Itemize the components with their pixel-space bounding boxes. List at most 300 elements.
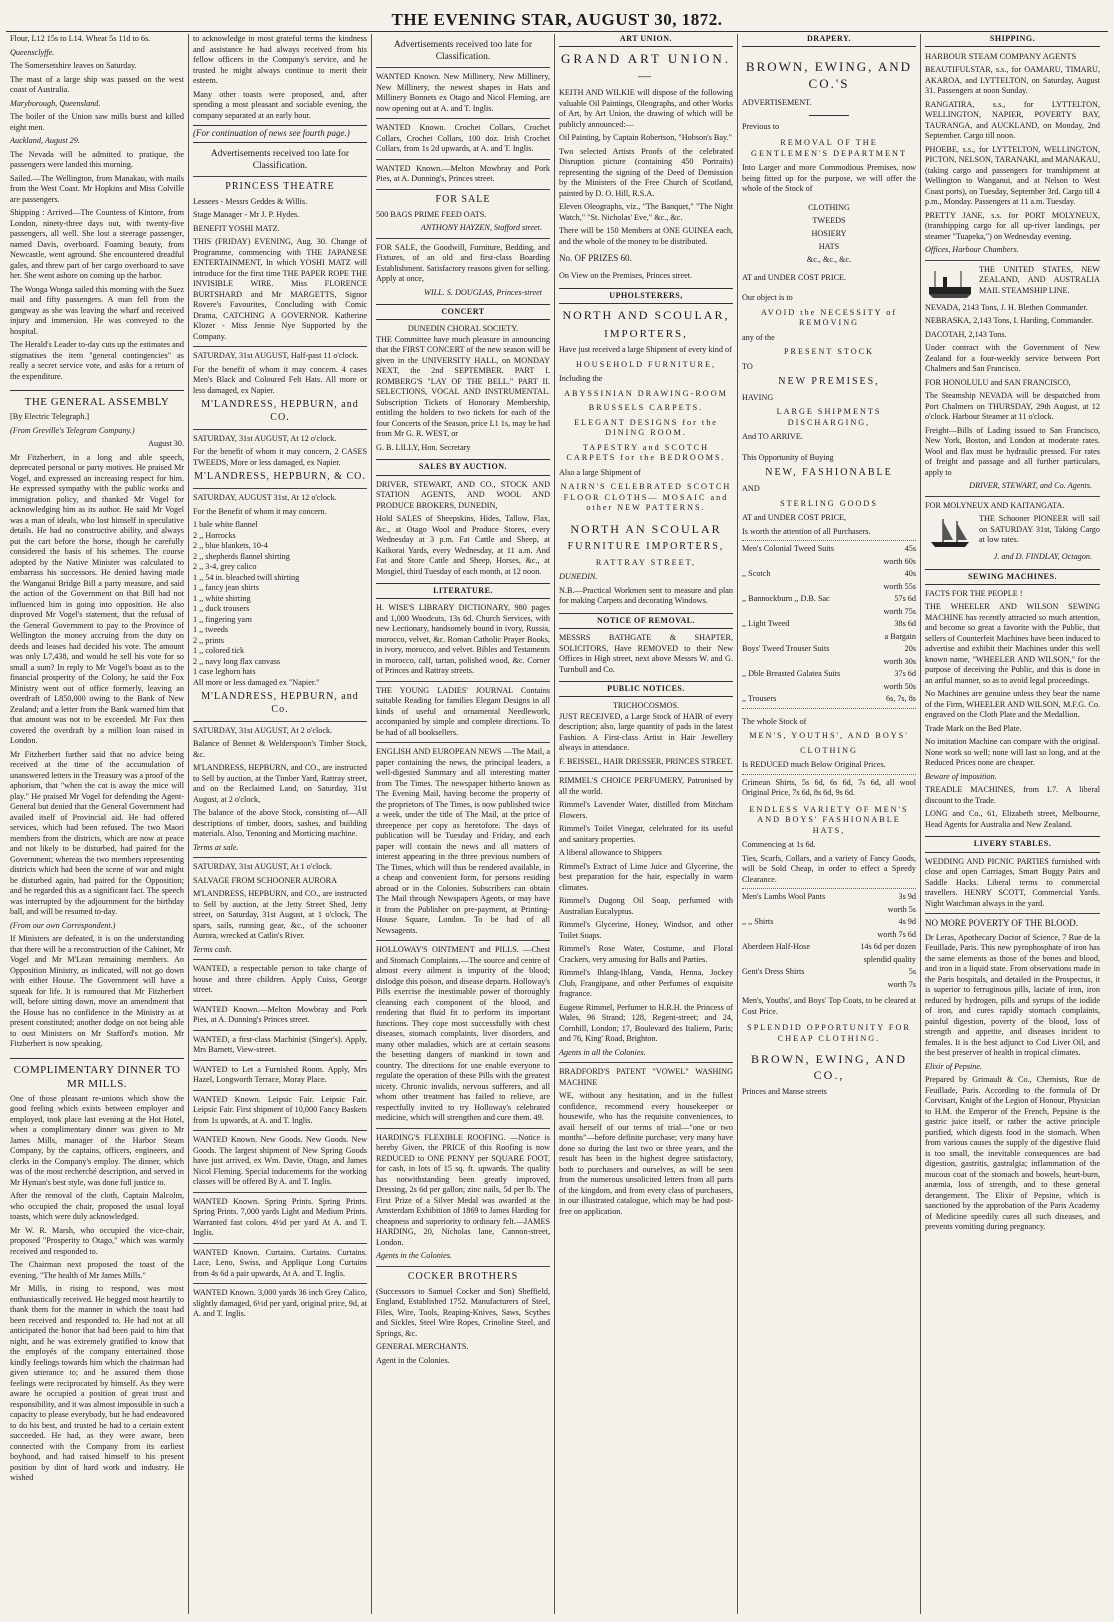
whole-stock: The whole Stock of — [742, 716, 807, 726]
price-value: 5s — [908, 967, 916, 977]
price-item: ,, Trousers — [742, 694, 777, 704]
prizes: No. OF PRIZES 60. — [559, 253, 632, 264]
auction-ad — [193, 429, 367, 484]
harbour-title: HARBOUR STEAM COMPANY AGENTS — [925, 51, 1077, 62]
wanted-ad — [193, 1283, 367, 1320]
wanted-text: WANTED Known. New Millinery, New Millinery, New Millinery, the newest shapes in Hats and Millinery Bonnets ex Otago and Nicol Fleming, are now opening out at A. and T. Inglis. — [376, 72, 550, 113]
cocker-ad — [376, 1266, 550, 1366]
trademark: Trade Mark on the Bed Plate. — [925, 723, 1022, 733]
divider — [742, 708, 916, 709]
sale-date: SATURDAY, 31st AUGUST, Half-past 11 o'clock. — [193, 351, 359, 361]
price-worth: a Bargain — [884, 631, 916, 641]
section-header: LIVERY STABLES. — [925, 836, 1100, 852]
choral-body: THE Committee have much pleasure in announcing that the FIRST CONCERT of the new season will be given in the UNIVERSITY HALL, on MONDAY NEXT, the 2nd SEPTEMBER. PART I. ROMBERG'S "LAY OF THE BELL." PART II. SELECTIONS, VOCAL AND INSTRUMENTAL. Subscription Tickets of Honorary Membership, entitling the holders to two tickets for each of the four Concerts of the Season, price L1 1s, may be had from Mr G. R. WEST, or — [376, 334, 550, 439]
signature: J. and D. FINDLAY, Octagon. — [993, 552, 1092, 562]
grimault-text: Prepared by Grimault & Co., Chemists, Rue de Feuillade, Paris. According to the formula of Dr Corvisart, Knight of the Legion of Honour, Physician to H.M. the Emperor of the French, Pepsine is the gastric juice itself, or rather the active principle purified, which digests food in the stomach. When from various causes the supply of the digestive fluid is too small, the inevitable consequences are bad digestion, gastritis, gastralgia; inflammation of the mucous coat of the stomach and bowels, heart-burn, anæmia, loss of strength, and to these general derangement. The Elixir of Pepsine, which is sanctioned by the approbation of the Paris Academy of Medicine speedily cures all such diseases, and prevents vomiting during pregnancy. — [925, 1075, 1100, 1232]
ad-header: Advertisements received too late for Classification. — [393, 40, 533, 63]
tricho-body: JUST RECEIVED, a Large Stock of HAIR of every description; also, large quantity of pads in the latest Fashion. A First-class Artist in Hair Jewellery always in attendance. — [559, 711, 733, 753]
price-value: 38s 6d — [894, 619, 916, 629]
price-item: Men's Lambs Wool Pants — [742, 892, 826, 902]
price-row — [742, 594, 916, 605]
article-paragraph: After the removal of the cloth, Captain Malcolm, who occupied the chair, proposed the usual loyal toasts, which were duly acknowledged. — [10, 1191, 184, 1222]
sale-body: For the benefit of whom it may concern, 2 CASES TWEEDS, More or less damaged, ex Napier. — [193, 447, 367, 467]
poverty-title: NO MORE POVERTY OF THE BLOOD. — [925, 918, 1078, 929]
object: Our object is to — [742, 293, 793, 303]
any-of: any of the — [742, 332, 775, 342]
terms: Terms cash. — [193, 944, 232, 954]
wanted-text: WANTED Known. 3,000 yards 36 inch Grey Calico, slightly damaged, 6½d per yard, original price, 9d, at A. and T. Inglis. — [193, 1288, 367, 1319]
signature: G. B. LILLY, Hon. Secretary — [376, 442, 471, 452]
furniture-importers: FURNITURE IMPORTERS, — [567, 541, 725, 553]
flour-price: Flour, L12 15s to L14. Wheat 5s 11d to 6s. — [10, 34, 151, 43]
stock-item: TWEEDS — [812, 216, 846, 226]
sale-note: All more or less damaged ex "Napier." — [193, 677, 320, 687]
article-paragraph: to acknowledge in most grateful terms the kindness and assistance he had always received from his fellow officers in the Company's service, and he trusted he might always continue to merit their esteem. — [193, 34, 367, 85]
signature: ANTHONY HAYZEN, Stafford street. — [420, 223, 542, 233]
splendid: SPLENDID OPPORTUNITY FOR CHEAP CLOTHING. — [747, 1023, 911, 1043]
brussels: BRUSSELS CARPETS. — [588, 403, 704, 413]
news-item: The Somersetshire leaves on Saturday. — [10, 61, 137, 70]
eleven-text: Eleven Oleographs, viz., "The Banquet," "The Night Watch," "St. Nicholas' Eve," &c., &c. — [559, 202, 733, 222]
wanted-ad — [193, 1090, 367, 1127]
wanted-ad — [193, 1192, 367, 1239]
section-header: SEWING MACHINES. — [925, 569, 1100, 585]
firm-name: M'LANDRESS, HEPBURN, & CO. — [194, 471, 366, 483]
rimmel-ad — [559, 771, 733, 1058]
price-row — [742, 967, 916, 978]
wise-ad: H. WISE'S LIBRARY DICTIONARY, 980 pages and 1,000 Woodcuts, 13s 6d. Church Services, with new Lectionary, handsomely bound in ivory, Russia, morocco, velvet, &c. Roman Catholic Prayer Books, in ivory, morocco, and velvet. Bibles and Testaments in morocco, calf, tartan, polished wood, &c. Corner of Princes and Rattray streets. — [376, 603, 550, 676]
sale-detail: The balance of the above Stock, consisting of—All descriptions of timber, doors, sashes, and building materials. Also, Tenoning and Morticing machine. — [193, 808, 367, 839]
sale-body: M'LANDRESS, HEPBURN, and CO., are instructed to Sell by auction, at the Timber Yard, Rattray street, and on the Reclaimed Land, on Saturday, 31st August, at 2 o'clock, — [193, 763, 367, 804]
and: AND — [742, 484, 760, 494]
price-value: 45s — [904, 544, 916, 554]
article-paragraph: The Chairman next proposed the toast of the evening, "The health of Mr James Mills." — [10, 1260, 184, 1280]
sale-body: M'LANDRESS, HEPBURN, and CO., are instructed to Sell by auction, at the Jetty Street Shed, Jetty street, on Saturday, 31st August, at 1 o'clock, The spars, sails, running gear, &c., of the schooner Aurora, wrecked at Catlin's River. — [193, 889, 367, 941]
large-ship: LARGE SHIPMENTS DISCHARGING, — [776, 407, 882, 427]
youths: Men's, Youths', and Boys' Top Coats, to be cleared at Cost Price. — [742, 996, 916, 1016]
wanted-ad — [193, 1130, 367, 1188]
princes: Princes and Manse streets — [742, 1086, 827, 1096]
signature: DRIVER, STEWART, and Co. Agents. — [969, 481, 1092, 491]
at-under-2: AT and UNDER COST PRICE, — [742, 513, 847, 523]
endless: ENDLESS VARIETY OF MEN'S AND BOYS' FASHIONABLE HATS, — [749, 804, 909, 835]
masthead: THE EVENING STAR, AUGUST 30, 1872. — [6, 8, 1108, 32]
source-line: (From Greville's Telegram Company.) — [10, 425, 135, 435]
news-item: The mast of a large ship was passed on the west coast of Australia. — [10, 74, 184, 94]
wanted-text: WANTED Known. Crochet Collars, Crochet Collars, Crochet Collars, 100 doz. Irish Crochet Collars, from 1s 2d upwards, at A. and T. Inglis. — [376, 123, 550, 154]
sale-body: For the Benefit of whom it may concern. — [193, 506, 327, 516]
wanted-text: WANTED Known. Spring Prints. Spring Prints. Spring Prints. 7,000 yards Light and Medium Prints. Warranted fast colors. 4½d per yard At A. and T. Inglis. — [193, 1196, 367, 1238]
theatre-benefit: BENEFIT YOSHI MATZ. — [193, 223, 280, 233]
theatre-body: THIS (FRIDAY) EVENING, Aug. 30. Change of Programme, commencing with THE JAPANESE ENTERTAINMENT, In which YOSHI MATZ will introduce for the first time THE PAPER ROPE THE INVISIBLE WIRE. Miss FLORENCE BURTSHARD and Mr MARGETTS, Signor Rovere's Favourites, Concluding with Comic Drama, CATCHING A GOVERNOR. Katherine Klozer - Miss Jennie Nye Supported by the Company. — [193, 237, 367, 341]
stock-item: HATS — [818, 242, 840, 252]
price-row — [742, 619, 916, 630]
rimmel-item: Rimmel's Rose Water, Costume, and Floral Crackers, very amusing for Balls and Parties. — [559, 944, 733, 964]
price-row — [742, 942, 916, 953]
and-to-arrive: And TO ARRIVE. — [742, 432, 803, 442]
poverty-body: Dr Leras, Apothecary Doctor of Science, 7 Rue de la Feuillade, Paris. This new pyrophosphate of iron has the same elements as those of the bones and blood, and iron in a liquid state. From observations made in the Paris hospitals, and detailed in the Prospectus, it is superior to ferruginous pills, lactate of iron, iron reduced by hydrogen, pills and syrups of the iodide of iron, and cures rapidly stomach complaints, painful digestion, poverty of the blood, loss of strength and appetite, and diseases incident to females. It is the best adjunct to Cod Liver Oil, and the best preserver of health in tropical climates. — [925, 932, 1100, 1058]
list-item: 2 ,, Horrocks — [193, 530, 236, 540]
english-text: ENGLISH AND EUROPEAN NEWS —The Mail, a paper containing the news, the principal leaders, a well-digested Summary and all interesting matter from The Times. The newspaper hitherto known as The Evening Mail, having become the property of the proprietors of The Times, is now published twice a week, under the title of The Mail, at the price of threepence per copy as heretofore. The days of publication will be Tuesday and Friday, and each paper will contain the news and all matters of interest appearing in the three previous numbers of The Times, which will thus be rendered available, in a cheap and convenient form, for persons residing abroad or in the Colonies. Subscribers can obtain The Mail through Newspapers Agents, or may have it from the Publisher on pre-payment, at Printing-House Square, London. To be had of all Newsagents. — [376, 747, 550, 935]
honolulu: FOR HONOLULU and SAN FRANCISCO, — [925, 377, 1071, 387]
news-item: The Wonga Wonga sailed this morning with the Suez mail and fifty passengers. A man fell from the gangway as she was leaving the wharf and received injury and immersion. He was conveyed to the hospital. — [10, 284, 184, 336]
price-item: ,, Scotch — [742, 569, 771, 579]
wanted-ad — [193, 1060, 367, 1086]
price-worth: worth 30s — [883, 656, 916, 666]
price-row — [742, 644, 916, 655]
theatre-manager: Stage Manager - Mr J. P. Hydes. — [193, 210, 300, 220]
divider — [742, 540, 916, 541]
article-paragraph: Many other toasts were proposed, and, after spending a most pleasant and sociable evening, the company separated at an early hour. — [193, 89, 367, 120]
continuation-note: (For continuation of news see fourth page.) — [193, 125, 367, 143]
article-paragraph: Mr Fitzherbert, in a long and able speech, deprecated personal or party motives. He praised Mr Vogel, and expressed an increasing respect for him. He expressed sympathy with the public works and immigration policy, and thanked Mr Vogel for acknowledging him as its author. He said Mr Vogel was a man of ideals, who lost himself in speculative details. He had no constructive ability, and always put the cart before the horse, though he carefully considered the basis of his schemes. The course adopted by the Native Minister was calculated to embarrass his successors. He denied having made the Wanganui Bridge Bill a party measure, and said the action of the Government on that Bill had not influenced him in going into opposition. He also disproved Mr Vogel's statement, that the refusal of the General Government to pay to the Province of Wellington the money accruing from the duty on deeds and leases had decided his vote. The amount was only L7,438, and would he sell his vote for so small a sum? In reply to Mr Vogel's boast as to the financial prosperity of the Colony, he said the Fox Ministry went out of office formerly, leaving an overdraft of L850,000 owing to the Bank of New Zealand; and a letter from the Bank warned him that that amount was not to be exceeded. Mr Fox then covered the overdraft by a million loan raised in London. — [10, 452, 184, 746]
dunedin: DUNEDIN. — [559, 572, 598, 582]
price-list — [742, 544, 916, 705]
bradford-title: BRADFORD'S PATENT "VOWEL" WASHING MACHINE — [559, 1067, 733, 1087]
rimmel-item: A liberal allowance to Shippers — [559, 848, 662, 858]
ad-header: Advertisements received too late for Classification. — [210, 148, 350, 171]
rimmel-address: Eugene Rimmel, Perfumer to H.R.H. the Princess of Wales, 96 Strand; 128, Regent-street; and 24, Cornhill, London; 17, Boulevard des Italiens, Paris; and 76, King' Road, Brighton. — [559, 1002, 733, 1044]
nairn: NAIRN'S CELEBRATED SCOTCH FLOOR CLOTHS— MOSAIC and other NEW PATTERNS. — [560, 482, 732, 513]
news-item: Sailed.—The Wellington, from Manakau, with mails from the West Coast. Mr Hopkins and Miss Colville are passengers. — [10, 173, 184, 204]
to: TO — [742, 361, 753, 371]
price-worth: worth 7s — [887, 979, 916, 989]
at-under: AT and UNDER COST PRICE. — [742, 272, 847, 282]
sterling: STERLING GOODS — [780, 498, 878, 508]
column-2 — [189, 34, 372, 1614]
price-item: ,, ,, Shirts — [742, 917, 774, 927]
cocker-body: (Successors to Samuel Cocker and Son) Sheffield, England, Established 1752. Manufacturers of Steel, Files, Wire, Tools, Reaping-Knives, Saws, Scythes and Sickles, Steel Wire Ropes, Crinoline Steel, and Springs, &c. — [376, 1286, 550, 1338]
list-item: 1 ,, colored tick — [193, 646, 245, 656]
agents: Agents in all the Colonies. — [559, 1047, 646, 1057]
keith-text: KEITH AND WILKIE will dispose of the following valuable Oil Paintings, Oleographs, and other Works of Art, by Art Union, the drawing of which will be publicly announced:— — [559, 88, 733, 129]
stock-item: CLOTHING — [808, 202, 850, 212]
section-title: COMPLIMENTARY DINNER TO MR MILLS. — [10, 1058, 184, 1091]
auction-ad — [193, 721, 367, 854]
price-item: Boys' Tweed Trouser Suits — [742, 644, 830, 654]
avoid: AVOID the NECESSITY of REMOVING — [760, 307, 898, 328]
stock-list — [742, 201, 916, 267]
wanted-ad — [193, 1243, 367, 1280]
source-line: (From our own Correspondent.) — [10, 920, 116, 930]
price-worth: splendid quality — [863, 954, 916, 964]
new-fash: NEW, FASHIONABLE — [765, 467, 893, 479]
ties: Ties, Scarfs, Collars, and a variety of Fancy Goods, will be Sold Cheap, in order to effect a Speedy Clearance. — [742, 853, 916, 884]
section-header: SHIPPING. — [925, 34, 1100, 47]
treadle: TREADLE MACHINES, from L7. A liberal discount to the Trade. — [925, 785, 1100, 805]
list-item: 1 ,, white shirting — [193, 593, 251, 603]
sale-date: SATURDAY, 31st AUGUST, At 2 o'clock. — [193, 725, 333, 735]
price-item: Aberdeen Half-Hose — [742, 942, 810, 952]
price-item: Men's Colonial Tweed Suits — [742, 544, 834, 554]
section-header: CONCERT — [376, 304, 550, 320]
clothing: CLOTHING — [800, 745, 858, 755]
steamship-icon — [925, 267, 975, 301]
price-value: 4s 9d — [898, 917, 916, 927]
cocker-foot2: Agent in the Colonies. — [376, 1355, 450, 1365]
tricho-title: TRICHOCOSMOS. — [612, 701, 680, 711]
bradford-ad — [559, 1062, 733, 1217]
section-subtitle: [By Electric Telegraph.] — [10, 412, 90, 422]
facts: FACTS FOR THE PEOPLE ! — [925, 588, 1023, 598]
members-text: There will be 150 Members at ONE GUINEA each, and the whole of the money to be distributed. — [559, 226, 733, 246]
for-sale-ad — [376, 238, 550, 299]
list-item: 2 ,, navy long flax canvass — [193, 656, 281, 666]
news-item: Shipping : Arrived—The Countess of Kintore, from London, ninety-three days out, with twenty-five passengers, all well. She lost a steerage passenger, named Davis, overboard. Foaming beauty, from Newcastle, went aground. She encountered dreadful gales, and threw part of her cargo overboard to save her. She went ashore on coming up the harbor. — [10, 208, 184, 280]
agents: Agents in the Colonies. — [376, 1251, 452, 1261]
for-sale-body: FOR SALE, the Goodwill, Furniture, Bedding, and Fixtures, of an old and first-class Boarding Establishment. Satisfactory reasons given for selling. Apply at once, — [376, 242, 550, 284]
ship-notice: RANGATIRA, s.s., for LYTTELTON, WELLINGTON, NAPIER, POVERTY BAY, TAURANGA, and AUCKLAND, on Monday, 2nd September. Cargo till noon. — [925, 99, 1100, 141]
wanted-text: WANTED Known. Leipsic Fair. Leipsic Fair. Leipsic Fair. First shipment of 10,000 Fancy Baskets from 1s upwards, at A. and T. Inglis. — [193, 1094, 367, 1125]
present-stock: PRESENT STOCK — [783, 347, 875, 357]
list-item: 1 ,, tweeds — [193, 625, 229, 635]
wanted-text: WANTED, a first-class Machinist (Singer's). Apply, Mrs Barnett, View-street. — [193, 1034, 367, 1055]
price-value: 40s — [904, 569, 916, 579]
long-co: LONG and Co., 61, Elizabeth street, Melbourne, Head Agents for Australia and New Zealand. — [925, 809, 1100, 829]
price-value: 20s — [904, 644, 916, 654]
holloway-ad — [376, 940, 550, 1124]
also: Also a large Shipment of — [559, 467, 641, 477]
new-premises: NEW PREMISES, — [778, 376, 880, 388]
sale-body: For the benefit of whom it may concern. 4 cases Men's Black and Coloured Felt Hats. All more or less damaged, ex Napier. — [193, 364, 367, 395]
wanted-ad — [193, 1030, 367, 1056]
nb-text: N.B.—Practical Workmen sent to measure and plan for making Carpets and decorating Windows. — [559, 585, 733, 606]
ladies-ad — [376, 681, 550, 739]
wheeler-text: THE WHEELER AND WILSON SEWING MACHINE has recently attracted so much attention, and become so great a favorite with the Public, that sellers of Counterfeit Machines have been induced to advertise and exhibit their Machines under this well known name, "WHEELER AND WILSON," for the purpose of deceiving the Public, and this is done in an artful manner, so as to avoid legal proceedings. — [925, 602, 1100, 685]
firm-name: M'LANDRESS, HEPBURN, and CO. — [201, 399, 359, 423]
price-value: 14s 6d per dozen — [860, 942, 916, 952]
mail-line-ad — [925, 260, 1100, 492]
ladies-text: THE YOUNG LADIES' JOURNAL Contains suitable Reading for families Elegant Designs in all kinds of useful and ornamental Needlework, accompanied by simple and complete directions. To be had of all booksellers. — [376, 685, 550, 737]
dateline: Queensclyffe. — [10, 47, 55, 57]
price-row — [742, 917, 916, 928]
contract-text: Under contract with the Government of New Zealand for a four-weekly service between Port Chalmers and San Francisco. — [925, 343, 1100, 374]
salvage-title: SALVAGE FROM SCHOONER AURORA — [193, 875, 337, 885]
wanted-ad — [193, 959, 367, 996]
divider — [742, 888, 916, 889]
column-5 — [738, 34, 921, 1614]
price-row — [742, 892, 916, 903]
crimean: Crimean Shirts, 5s 6d, 6s 6d, 7s 6d, all wool Original Price, 7s 6d, 8s 6d, 9s 6d. — [742, 777, 916, 798]
cocker-foot: GENERAL MERCHANTS. — [376, 1342, 469, 1352]
list-item: 2 ,, shepherds flannel shirting — [193, 551, 290, 561]
terms: Terms at sale. — [193, 842, 239, 852]
molyneux-ad — [925, 496, 1100, 563]
sale-date: SATURDAY, 31st AUGUST, At 12 o'clock. — [193, 433, 337, 443]
firm-name: M'LANDRESS, HEPBURN, and Co. — [201, 691, 359, 715]
for-sale-ad — [376, 189, 550, 234]
ship-notice: BEAUTIFULSTAR, s.s., for OAMARU, TIMARU, AKAROA, and LYTTELTON, on Saturday, August 31. Passengers at noon Sunday. — [925, 65, 1100, 96]
rattray: RATTRAY STREET, — [595, 557, 697, 567]
price-worth: worth 55s — [883, 581, 916, 591]
abyssinian: ABYSSINIAN DRAWING-ROOM — [564, 388, 728, 398]
commencing: Commencing at 1s 6d. — [742, 840, 816, 850]
offices: Offices, Harbour Chambers. — [925, 245, 1019, 255]
brown-ewing-2: BROWN, EWING, AND CO., — [751, 1052, 907, 1082]
theatre-title: PRINCESS THEATRE — [225, 180, 335, 192]
price-item: ,, Dble Breasted Galatea Suits — [742, 669, 841, 679]
elixir: Elixir of Pepsine. — [925, 1061, 983, 1071]
harding-text: HARDING'S FLEXIBLE ROOFING. —Notice is hereby Given, the PRICE of this Roofing is now REDUCED to ONE PENNY per SQUARE FOOT, for cash, in lots of 15 sq. ft. upwards. The quality has notwithstanding been greatly improved, Dressing, 2s 6d per gallon; zinc nails, 5d per lb. The First Prize of a Silver Medal was awarded at the Amsterdam Exhibition of 1869 to James Harding for cheapness and superiority to ordinary felt.—JAMES HARDING, 20, Nicholas lane, Cannon-street, London. — [376, 1132, 550, 1247]
molyneux-title: FOR MOLYNEUX AND KAITANGATA. — [925, 500, 1065, 510]
removal: REMOVAL OF THE GENTLEMEN'S DEPARTMENT — [751, 138, 907, 158]
signature: WILL. S. DOUGLAS, Princes-street — [424, 287, 542, 297]
price-value: 3s 9d — [898, 892, 916, 902]
beware: Beware of imposition. — [925, 771, 997, 781]
dateline: August 30. — [148, 439, 184, 449]
rimmel-title: RIMMEL'S CHOICE PERFUMERY, Patronised by all the world. — [559, 776, 733, 796]
wanted-text: WANTED Known. New Goods. New Goods. New Goods. The largest shipment of New Spring Goods have just arrived, ex Wm. Davie, Otago, and James Nicol Fleming. Special inducements for the working classes will be offered By A. and T. Inglis. — [193, 1135, 367, 1187]
news-item: The Herald's Leader to-day cuts up the estimates and stigmatises the item "general contingencies" as really a secret service vote, and asks for a return of the expenditure. — [10, 340, 184, 381]
driver-title: DRIVER, STEWART, AND CO., STOCK AND STATION AGENTS, AND WOOL AND PRODUCE BROKERS, DUNEDIN, — [376, 479, 550, 510]
oil-text: Oil Painting, by Captain Robertson, "Hobson's Bay." — [559, 133, 732, 143]
nevada-sail: The Steamship NEVADA will be despatched from Port Chalmers on THURSDAY, 29th August, at 12 o'clock. Harbour Steamer at 11 o'clock. — [925, 391, 1100, 422]
theatre-lessees: Lessees - Messrs Geddes & Willis. — [193, 196, 308, 206]
divider — [742, 774, 916, 775]
column-4 — [555, 34, 738, 1614]
price-row — [742, 569, 916, 580]
grand-art-union: GRAND ART UNION.— — [560, 51, 732, 83]
bradford-body: WE, without any hesitation, and in the fullest confidence, recommend every housekeeper or housewife, who has the requisite conveniences, to avail herself of our terms of trial—"one or two months"—before definite purchase; very many have done so during the last two or three years, and the result has been in the highest degree satisfactory, both to purchasers and ourselves, as will be seen from the numerous unsolicited letters from all parts of the kingdom, and from every class of purchasers, in our illustrated catalogue, which may be had post-free on application. — [559, 1091, 733, 1216]
brown-ewing: BROWN, EWING, AND CO.'S — [745, 59, 913, 91]
list-item: 2 ,, blue blankets, 10-4 — [193, 541, 268, 551]
ship-spec: DACOTAH, 2,143 Tons. — [925, 329, 1007, 339]
article-paragraph: One of those pleasant re-unions which show the good feeling which exists between employer and employed, took place last evening at the Hot Hotel, when a complimentary dinner was given to Mr James Mills, manager of the Harbor Steam Company, by the captains, officers, engineers, and clerks in the Company's employ. The dinner, which was of the most recherché description, and served in Mr Hyman's best style, was done full justice to. — [10, 1093, 184, 1187]
section-header: LITERATURE. — [376, 583, 550, 599]
ship-notice: PRETTY JANE, s.s. for PORT MOLYNEUX, (transhipping cargo for all up-river landings, per steamer "Tuapeka,") on Wednesday evening. — [925, 210, 1100, 241]
schooner-icon — [925, 516, 975, 550]
article-paragraph: Mr Fitzherbert further said that no advice being received at the time of the accumulation of unanswered letters in the Treasury was a proof of the aphorism, that "when the cat is away the mice will play." He praised Mr Vogel for defending the Agent-General but denied that the General Government had availed itself of Provincial aid. He had offered services, which had been refused. The two Maori members from the districts, which are now at peace and not likely to be disturbed, had paired for the Government; whereas the two members representing districts which had been the scene of war and might be disturbed again, had paired for the Opposition; and he regarded this as a significant fact. The speech was interrupted by the adjournment for the birthday ball, and will be resumed to-day. — [10, 749, 184, 917]
wedding-text: WEDDING AND PICNIC PARTIES furnished with close and open Carriages, Smart Buggy Pairs and Saddle Hacks. Liberal terms to commercial travellers. HENRY SCOTT, Commercial Yards. Night Watchman always in the yard. — [925, 856, 1100, 908]
previous: Previous to — [742, 121, 780, 131]
rimmel-item: Rimmel's Extract of Lime Juice and Glycerine, the best preparation for the hair, especially in warm climates. — [559, 861, 733, 892]
no-machines: No Machines are genuine unless they bear the name of the Firm, WHEELER AND WILSON, M.F.G. Co. engraved on the Cloth Plate and the Medallion. — [925, 689, 1100, 720]
price-value: 6s, 7s, 8s — [885, 694, 916, 704]
dateline: Auckland, August 29. — [10, 136, 80, 145]
wanted-ad — [376, 159, 550, 185]
auction-ad — [193, 857, 367, 955]
price-worth: worth 50s — [883, 681, 916, 691]
list-item: 1 ,, duck trousers — [193, 604, 250, 614]
rimmel-item: Rimmel's Lavender Water, distilled from Mitcham Flowers. — [559, 800, 733, 820]
article-paragraph: Mr W. R. Marsh, who occupied the vice-chair, proposed "Prosperity to Otago," which was warmly received and responded to. — [10, 1225, 184, 1256]
choral-title: DUNEDIN CHORAL SOCIETY. — [407, 324, 519, 334]
price-item: Gent's Dress Shirts — [742, 967, 805, 977]
united-text: THE UNITED STATES, NEW ZEALAND, AND AUSTRALIA MAIL STEAMSHIP LINE. — [979, 264, 1100, 295]
price-item: ,, Bannockburn ,, D.B. Sac — [742, 594, 830, 604]
view-text: On View on the Premises, Princes street. — [559, 271, 693, 280]
wanted-ad — [376, 67, 550, 114]
imitation: No imitation Machine can compare with the original. None work so well; none will last so long, and at the Reduced Prices none are cheaper. — [925, 737, 1100, 768]
price-worth: worth 75s — [883, 606, 916, 616]
wanted-text: WANTED Known.—Melton Mowbray and Pork Pies, at A. Dunning's, Princes street. — [376, 163, 550, 184]
including: Including the — [559, 374, 603, 384]
beissel: F. BEISSEL, HAIR DRESSER, PRINCES STREET. — [559, 756, 733, 766]
price-item: ,, Light Tweed — [742, 619, 790, 629]
for-sale-title: FOR SALE — [435, 193, 491, 205]
article-paragraph: Mr Mills, in rising to respond, was most enthusiastically received. He begged most heartily to thank them for the manner in which the toast had been received and responded to. He had not at all anticipated the honor that had been paid to him that night, and he was extremely gratified to know that the employés of the company entertained those kindly feelings towards him which the chairman had given utterance to; and he assured them those feelings were reciprocated by himself. As they were aware he occupied a position of great trust and responsibility, and it was almost impossible in such a capacity to please everybody, but he had endeavored to do his best, and trusted he had to a certain extent succeeded. He had, as they were aware, been connected with the Company from its earliest boyhood, and had raised himself to his present position by dint of hard work and industry. He wished — [10, 1284, 184, 1483]
elegant: ELEGANT DESIGNS for the DINING ROOM. — [574, 417, 718, 438]
rimmel-item: Rimmel's Dugong Oil Soap, perfumed with Australian Eucalyptus. — [559, 896, 733, 916]
ship-notice: PHOEBE, s.s., for LYTTELTON, WELLINGTON, PICTON, NELSON, TARANAKI, and MANAKAU, (taking cargo and passengers for transhipment at Wellington to Wanganui, and at Nelson to West Coast ports), on Tuesday, September 3rd. Cargo till 4 p.m., Monday. Passengers at 11 a.m. Tuesday. — [925, 144, 1100, 207]
into-text: Into Larger and more Commodious Premises, now being fitted up for the purpose, we will offer the whole of the Stock of — [742, 163, 916, 194]
north-scoular: NORTH AND SCOULAR, — [562, 307, 730, 322]
section-header: ART UNION. — [559, 34, 733, 47]
theatre-ad — [193, 176, 367, 342]
worth-attention: Is worth the attention of all Purchasers. — [742, 526, 871, 536]
list-item: 1 case leghorn hats — [193, 667, 256, 677]
sale-date: SATURDAY, AUGUST 31st, At 12 o'clock. — [193, 493, 337, 503]
mens: MEN'S, YOUTHS', AND BOYS' — [749, 731, 909, 741]
rimmel-item: Rimmel's Ihlang-Ihlang, Vanda, Henna, Jockey Club, Frangipane, and other Perfumes of exquisite fragrance. — [559, 968, 733, 999]
having: HAVING — [742, 392, 774, 402]
wanted-ad — [193, 1000, 367, 1026]
wanted-ad — [376, 118, 550, 155]
column-3 — [372, 34, 555, 1614]
wanted-text: WANTED to Let a Furnished Room. Apply, Mrs Hazel, Longworth Terrace, Moray Place. — [193, 1064, 367, 1085]
auction-ad — [193, 346, 367, 425]
cocker-title: COCKER BROTHERS — [407, 1270, 519, 1282]
columns — [6, 34, 1108, 1614]
reduced: Is REDUCED much Below Original Prices. — [742, 760, 886, 770]
price-list-2 — [742, 892, 916, 990]
household: HOUSEHOLD FURNITURE, — [575, 359, 717, 369]
harding-ad — [376, 1128, 550, 1262]
for-sale-body: 500 BAGS PRIME FEED OATS. — [376, 209, 487, 219]
section-header: DRAPERY. — [742, 34, 916, 47]
section-header: UPHOLSTERERS, — [559, 288, 733, 304]
price-worth: worth 5s — [887, 904, 916, 914]
price-value: 37s 6d — [894, 669, 916, 679]
tapestry: TAPESTRY and SCOTCH CARPETS for the BEDROOMS. — [566, 442, 726, 463]
freight-text: Freight—Bills of Lading issued to San Francisco, New York, Boston, and London at moderate rates. Wool and flax must be hydraulic pressed. For rates of freight and passage and all further particulars, apply to — [925, 425, 1100, 477]
auction-ad — [193, 488, 367, 717]
news-item: The Nevada will be admitted to pratique, the passengers were landed this morning. — [10, 149, 184, 169]
sale-body: Balance of Bennet & Welderspoon's Timber Stock, &c. — [193, 739, 367, 759]
sale-date: SATURDAY, 31st AUGUST, At 1 o'clock. — [193, 862, 333, 872]
ship-spec: NEBRASKA, 2,143 Tons, I. Harding, Commander. — [925, 316, 1094, 326]
price-worth: worth 7s 6d — [877, 929, 916, 939]
list-item: 1 bale white flannel — [193, 520, 258, 530]
this-opp: This Opportunity of Buying — [742, 452, 834, 462]
price-row — [742, 544, 916, 555]
list-item: 2 ,, 3-4, grey calico — [193, 562, 257, 572]
wanted-text: WANTED Known. Curtains. Curtains. Curtains. Lace, Leno, Swiss, and Applique Long Curtains from 4s 6d a pair upwards, At A. and T. Inglis. — [193, 1247, 367, 1278]
divider — [809, 115, 849, 116]
price-value: 57s 6d — [894, 594, 916, 604]
price-row — [742, 694, 916, 705]
driver-body: Hold SALES of Sheepskins, Hides, Tallow, Flax, &c., at Otago Wool and Produce Stores, every Wednesday at 3 p.m. Fat Cattle and Sheep, at Kaikorai Yards, every Wednesday, at 11 a.m. And Fat and Store Cattle and Sheep, Horses, &c., at Mosgiel, third Tuesday of each month, at 12 noon. — [376, 514, 550, 576]
news-item: The boiler of the Union saw mills burst and killed eight men. — [10, 112, 184, 132]
advertisement: ADVERTISEMENT. — [742, 98, 812, 108]
column-6 — [921, 34, 1104, 1614]
list-item: 1 ,, fancy jean shirts — [193, 583, 259, 593]
proofs-text: Two selected Artists Proofs of the celebrated Disruption picture (containing 450 Portraits) representing the signing of the Deed of Demission by the Ministers of the Free Church of Scotland, painted by D. O. Hill, R.S.A. — [559, 146, 733, 198]
english-ad — [376, 742, 550, 936]
ship-spec: NEVADA, 2143 Tons, J. H. Blethen Commander. — [925, 302, 1088, 312]
wanted-text: WANTED Known.—Melton Mowbray and Pork Pies, at A. Dunning's Princes street. — [193, 1004, 367, 1025]
price-row — [742, 669, 916, 680]
list-item: 1 ,, 54 in. bleached twill shirting — [193, 572, 300, 582]
price-worth: worth 60s — [883, 556, 916, 566]
section-title: THE GENERAL ASSEMBLY — [10, 390, 184, 409]
north-body: Have just received a large Shipment of every kind of — [559, 345, 732, 355]
article-paragraph: If Ministers are defeated, it is on the understanding that there will be a reconstruction of the Cabinet, Mr Vogel and Mr M'Lean remaining members. An Opposition Ministry, as indicated, will not go down with either House. The Government will have a squeak for life. It is rumoured that Mr Fitzherbert will, before sitting down, move an amendment that the House has no confidence in the Ministry as at present constituted; another dodge on not being able to oust Ministers on Mr Stafford's motion. Mr Fitzherbert is now speaking. — [10, 934, 184, 1049]
rimmel-item: Rimmel's Glycerine, Honey, Windsor, and other Toilet Soaps. — [559, 920, 733, 940]
column-1 — [6, 34, 189, 1614]
pioneer-text: THE Schooner PIONEER will sail on SATURDAY 31st, Taking Cargo at low rates. — [979, 514, 1100, 545]
section-header: NOTICE OF REMOVAL. — [559, 613, 733, 629]
